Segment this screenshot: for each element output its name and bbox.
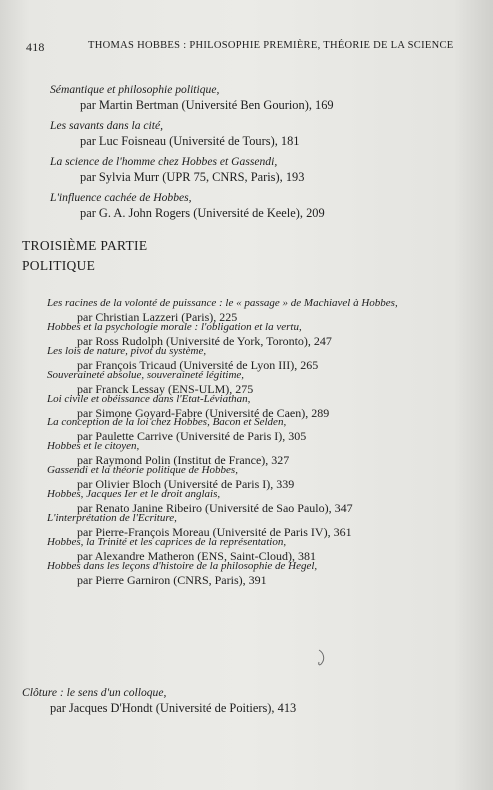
toc-entry [0, 155, 493, 191]
toc-entry-title: La conception de la loi chez Hobbes, Bacon et Selden, [47, 416, 287, 429]
toc-entry-author: par Pierre-François Moreau (Université de Paris IV), 361 [77, 525, 352, 540]
toc-entry [0, 344, 493, 372]
toc-entry-title: Gassendi et la théorie politique de Hobbes, [47, 464, 238, 477]
toc-entry-author: par G. A. John Rogers (Université de Keele), 209 [80, 206, 325, 220]
toc-entry [0, 191, 493, 227]
toc-entry-title: Hobbes et le citoyen, [47, 440, 140, 453]
toc-entry [0, 488, 493, 516]
toc-entry [0, 320, 493, 348]
toc-entry-author: par Sylvia Murr (UPR 75, CNRS, Paris), 193 [80, 170, 305, 184]
toc-section-politique [0, 297, 493, 587]
toc-entry-author: par Christian Lazzeri (Paris), 225 [77, 310, 238, 324]
toc-entry-author: par Ross Rudolph (Université de York, Toronto), 247 [77, 333, 332, 348]
toc-entry-title: La science de l'homme chez Hobbes et Gassendi, [50, 155, 278, 168]
toc-entry-author: par Raymond Polin (Institut de France), 327 [77, 453, 290, 468]
toc-entry [0, 416, 493, 444]
part-heading: TROISIÈME PARTIE [22, 238, 148, 253]
running-head: THOMAS HOBBES : PHILOSOPHIE PREMIÈRE, THÉORIE DE LA SCIENCE [88, 40, 454, 51]
toc-entry-title: Hobbes, Jacques Ier et le droit anglais, [47, 488, 221, 501]
toc-entry [0, 119, 493, 155]
toc-entry-title: Les savants dans la cité, [50, 119, 164, 132]
toc-entry-author: par Alexandre Matheron (ENS, Saint-Cloud), 381 [77, 548, 316, 563]
toc-entry-title: Les lois de nature, pivot du système, [47, 344, 207, 357]
toc-entry [0, 440, 493, 468]
toc-entry-author: par Franck Lessay (ENS-ULM), 275 [77, 381, 254, 396]
toc-entry-title: Sémantique et philosophie politique, [50, 83, 220, 96]
toc-entry-author: par Martin Bertman (Université Ben Gourion), 169 [80, 98, 334, 112]
toc-entry-author: par Paulette Carrive (Université de Paris I), 305 [77, 429, 307, 444]
toc-entry [0, 368, 493, 396]
pencil-mark-icon [315, 648, 329, 668]
toc-entry [0, 535, 493, 563]
toc-closing [0, 686, 493, 722]
toc-entry-author: par Renato Janine Ribeiro (Université de Sao Paulo), 347 [77, 501, 353, 516]
toc-section-continued [0, 83, 493, 227]
toc-entry-author: par Luc Foisneau (Université de Tours), 181 [80, 134, 300, 148]
toc-entry-author: par Simone Goyard-Fabre (Université de Caen), 289 [77, 405, 330, 420]
toc-entry-title: L'interprétation de l'Ecriture, [47, 512, 177, 525]
toc-entry-title: Hobbes dans les leçons d'histoire de la philosophie de Hegel, [47, 559, 318, 572]
part-subheading: POLITIQUE [22, 258, 96, 273]
toc-entry [0, 392, 493, 420]
toc-entry-title: Hobbes et la psychologie morale : l'obligation et la vertu, [47, 320, 302, 333]
toc-entry-title: Souveraineté absolue, souveraineté légitime, [47, 368, 245, 381]
toc-entry [0, 464, 493, 492]
toc-entry [0, 559, 493, 587]
toc-entry-title: Hobbes, la Trinité et les caprices de la représentation, [47, 535, 287, 548]
toc-entry-title: L'influence cachée de Hobbes, [50, 191, 192, 204]
toc-entry-title: Les racines de la volonté de puissance : le « passage » de Machiavel à Hobbes, [47, 297, 398, 309]
toc-entry [0, 686, 493, 722]
toc-entry-author: par Pierre Garniron (CNRS, Paris), 391 [77, 572, 267, 587]
page-number: 418 [26, 40, 45, 54]
toc-entry-author: par François Tricaud (Université de Lyon III), 265 [77, 357, 319, 372]
toc-entry-author: par Olivier Bloch (Université de Paris I), 339 [77, 477, 295, 492]
toc-entry [0, 297, 493, 324]
toc-entry-title: Loi civile et obéissance dans l'Etat-Léviathan, [47, 392, 251, 405]
toc-entry [0, 83, 493, 119]
toc-entry [0, 512, 493, 540]
toc-entry-author: par Jacques D'Hondt (Université de Poitiers), 413 [50, 701, 297, 715]
toc-entry-title: Clôture : le sens d'un colloque, [22, 686, 167, 699]
